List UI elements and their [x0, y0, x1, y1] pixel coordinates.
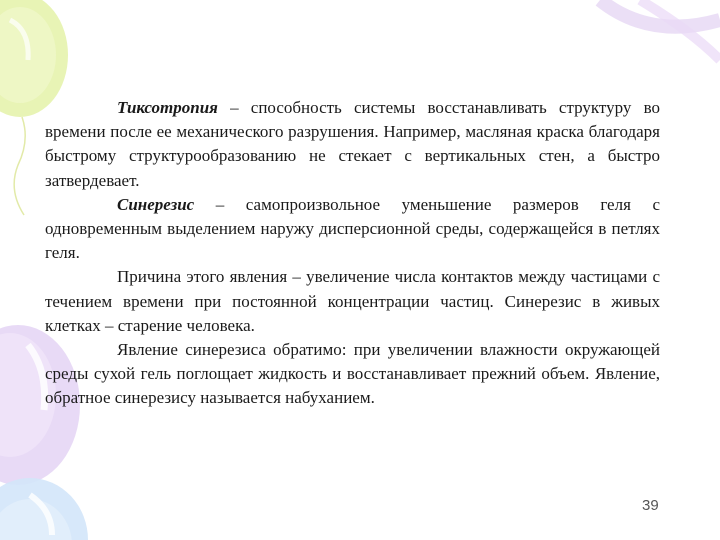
term-thixotropy: Тиксотропия	[117, 98, 218, 117]
paragraph-text: Явление синерезиса обратимо: при увеличении влажности окружающей среды сухой гель поглощает жидкость и восстанавливает прежний объем. Явление, обратное синерезису называется набуханием.	[45, 340, 660, 408]
paragraph-text: Причина этого явления – увеличение числа контактов между частицами с течением времени при постоянной концентрации частиц. Синерезис в живых клетках – старение человека.	[45, 267, 660, 335]
blue-balloon	[0, 478, 88, 540]
paragraph-text: – самопроизвольное уменьшение размеров геля с одновременным выделением наружу дисперсионной среды, содержащейся в петлях геля.	[45, 194, 660, 263]
paragraph-cause	[45, 265, 660, 338]
purple-arcs	[600, 0, 720, 60]
paragraph-thixotropy	[45, 96, 660, 193]
page-number: 39	[642, 497, 659, 514]
paragraph-syneresis	[45, 193, 660, 266]
term-syneresis: Синерезис	[117, 194, 195, 214]
slide-text	[45, 96, 660, 411]
paragraph-reversibility	[45, 338, 660, 411]
paragraph-text: – способность системы восстанавливать структуру во времени после ее механического разрушения. Например, масляная краска благодаря быстрому структурообразованию не стекает с вертикальных стен, а быстро затвердевает.	[45, 98, 660, 190]
